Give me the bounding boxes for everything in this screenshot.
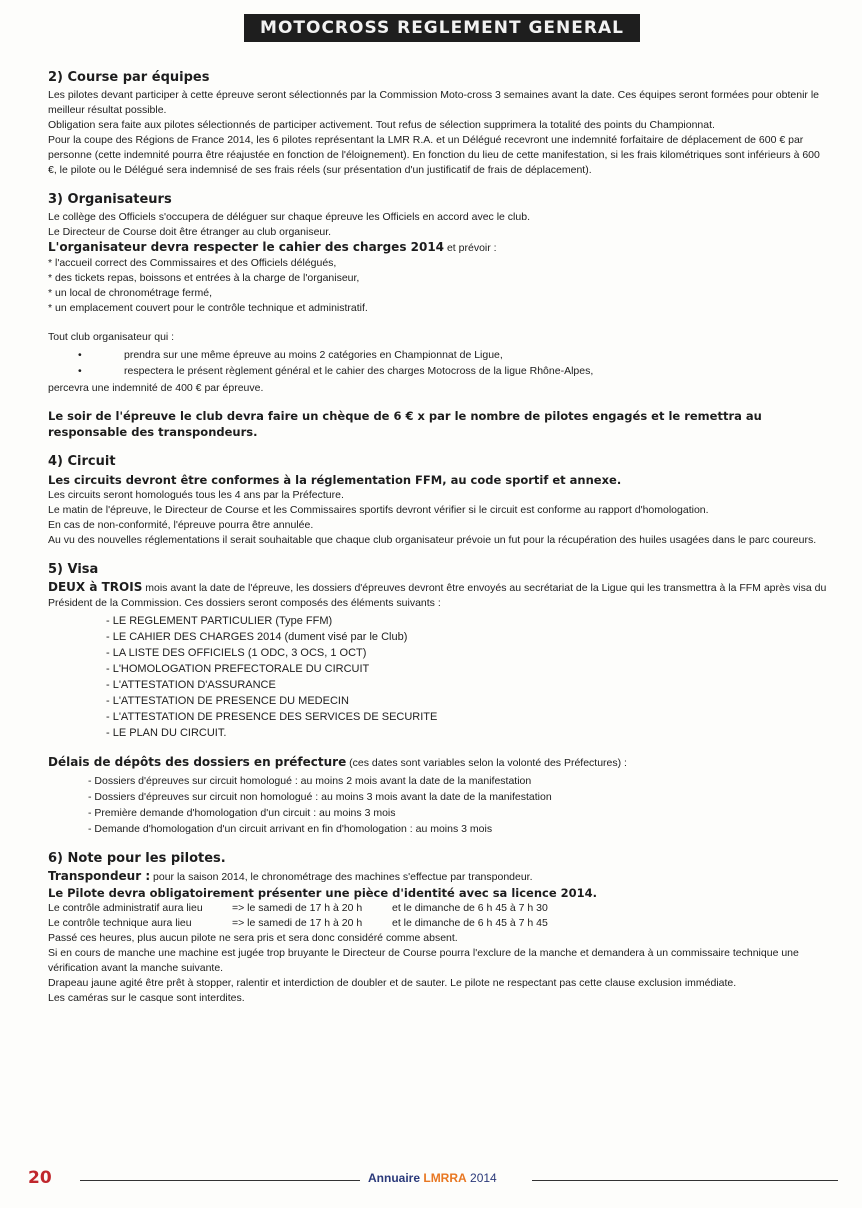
paragraph: Obligation sera faite aux pilotes sélectionnés de participer activement. Tout refus de sélection supprimera la totalité des points du Championnat.	[48, 119, 715, 131]
paragraph: Le matin de l'épreuve, le Directeur de Course et les Commissaires sportifs devront vérifier si le circuit est conforme au rapport d'homologation.	[48, 504, 709, 516]
table-cell: Le contrôle administratif aura lieu	[48, 902, 203, 914]
bullet-icon: •	[78, 365, 82, 377]
controle-times	[48, 901, 548, 931]
table-cell: et le dimanche de 6 h 45 à 7 h 30	[392, 902, 548, 914]
section-title: 3) Organisateurs	[48, 192, 172, 207]
list-item: - LE PLAN DU CIRCUIT.	[106, 727, 227, 739]
list-item: - LA LISTE DES OFFICIELS (1 ODC, 3 OCS, 1 OCT)	[106, 647, 367, 659]
list-item	[48, 363, 828, 379]
list-item: - Dossiers d'épreuves sur circuit non homologué : au moins 3 mois avant la date de la manifestation	[88, 791, 552, 803]
paragraph: percevra une indemnité de 400 € par épreuve.	[48, 382, 264, 394]
bullet-list	[48, 347, 828, 379]
bold-statement: Les circuits devront être conformes à la réglementation FFM, au code sportif et annexe.	[48, 473, 622, 487]
star-item: * un local de chronométrage fermé,	[48, 287, 213, 299]
table-row	[48, 901, 548, 916]
list-item: - Dossiers d'épreuves sur circuit homologué : au moins 2 mois avant la date de la manifestation	[88, 775, 532, 787]
footer-annuaire: Annuaire	[368, 1171, 421, 1185]
footer-rule	[532, 1180, 838, 1181]
table-cell: Le contrôle technique aura lieu	[48, 917, 192, 929]
star-item: * un emplacement couvert pour le contrôle technique et administratif.	[48, 302, 368, 314]
footer-year: 2014	[470, 1171, 497, 1185]
page-number: 20	[28, 1168, 52, 1188]
section-organisateurs	[48, 192, 828, 440]
cheque-notice: Le soir de l'épreuve le club devra faire un chèque de 6 € x par le nombre de pilotes engagés et le remettra au responsable des transpondeurs.	[48, 409, 762, 439]
paragraph: En cas de non-conformité, l'épreuve pourra être annulée.	[48, 519, 314, 531]
paragraph: Les caméras sur le casque sont interdites.	[48, 992, 245, 1004]
star-item: * l'accueil correct des Commissaires et des Officiels délégués,	[48, 257, 337, 269]
paragraph: Pour la coupe des Régions de France 2014, les 6 pilotes représentant la LMR R.A. et un Délégué recevront une indemnité forfaitaire de déplacement de 600 € par personne (cette indemnité pourra être réajustée en fonction de l'éloignement). En fonction du lieu de cette manifestation, si les frais kilométriques sont inférieurs à 600 €, le pilote ou le Délégué sera indemnisé de ses frais réels (sur présentation d'un justificatif de frais de déplacement).	[48, 134, 820, 176]
section-title: 5) Visa	[48, 562, 99, 577]
section-title: 4) Circuit	[48, 454, 116, 469]
paragraph: Le collège des Officiels s'occupera de déléguer sur chaque épreuve les Officiels en accord avec le club.	[48, 211, 530, 223]
bold-text: Délais de dépôts des dossiers en préfecture	[48, 755, 347, 769]
page-footer	[24, 1168, 838, 1192]
list-item: - Demande d'homologation d'un circuit arrivant en fin d'homologation : au moins 3 mois	[88, 823, 493, 835]
paragraph: Tout club organisateur qui :	[48, 331, 175, 343]
list-item: - L'ATTESTATION DE PRESENCE DES SERVICES DE SECURITE	[106, 711, 438, 723]
text: et prévoir :	[444, 242, 497, 254]
list-item: - Première demande d'homologation d'un circuit : au moins 3 mois	[88, 807, 396, 819]
section-title: 6) Note pour les pilotes.	[48, 851, 226, 866]
list-item: - L'HOMOLOGATION PREFECTORALE DU CIRCUIT	[106, 663, 370, 675]
paragraph	[48, 240, 828, 256]
list-item	[48, 347, 828, 363]
footer-publication	[368, 1171, 497, 1185]
paragraph	[48, 755, 828, 771]
paragraph	[48, 869, 828, 885]
bold-statement: Le Pilote devra obligatoirement présenter une pièce d'identité avec sa licence 2014.	[48, 886, 597, 900]
page-header-title: MOTOCROSS REGLEMENT GENERAL	[260, 18, 624, 38]
bold-text: L'organisateur devra respecter le cahier des charges 2014	[48, 240, 445, 254]
bold-text: DEUX à TROIS	[48, 580, 143, 594]
bold-text: Transpondeur :	[48, 869, 151, 883]
section-note-pilotes	[48, 851, 828, 1006]
text: (ces dates sont variables selon la volonté des Préfectures) :	[346, 757, 627, 769]
delais-list	[88, 773, 828, 837]
list-item-text: respectera le présent règlement général et le cahier des charges Motocross de la ligue Rhône-Alpes,	[124, 365, 594, 377]
document-body	[48, 70, 828, 1020]
star-item: * des tickets repas, boissons et entrées à la charge de l'organiseur,	[48, 272, 360, 284]
bullet-icon: •	[78, 349, 82, 361]
paragraph: Les pilotes devant participer à cette épreuve seront sélectionnés par la Commission Moto-cross 3 semaines avant la date. Ces équipes seront formées pour obtenir le meilleur résultat possible.	[48, 89, 819, 116]
paragraph: Drapeau jaune agité être prêt à stopper, ralentir et interdiction de doubler et de sauter. Le pilote ne respectant pas cette clause exclusion immédiate.	[48, 977, 737, 989]
list-item: - LE CAHIER DES CHARGES 2014 (dument visé par le Club)	[106, 631, 408, 643]
paragraph: Passé ces heures, plus aucun pilote ne sera pris et sera donc considéré comme absent.	[48, 932, 458, 944]
list-item-text: prendra sur une même épreuve au moins 2 catégories en Championnat de Ligue,	[124, 349, 503, 361]
paragraph: Le Directeur de Course doit être étranger au club organiseur.	[48, 226, 332, 238]
section-visa	[48, 562, 828, 837]
list-item: - LE REGLEMENT PARTICULIER (Type FFM)	[106, 615, 333, 627]
paragraph: Si en cours de manche une machine est jugée trop bruyante le Directeur de Course pourra l'exclure de la manche et demandera à un commissaire technique une vérification avant la manche suivante.	[48, 947, 799, 974]
table-cell: => le samedi de 17 h à 20 h	[232, 917, 363, 929]
paragraph	[48, 580, 828, 611]
table-cell: => le samedi de 17 h à 20 h	[232, 902, 363, 914]
table-cell: et le dimanche de 6 h 45 à 7 h 45	[392, 917, 548, 929]
section-course-par-equipes	[48, 70, 828, 178]
section-title: 2) Course par équipes	[48, 70, 210, 85]
list-item: - L'ATTESTATION DE PRESENCE DU MEDECIN	[106, 695, 349, 707]
section-circuit	[48, 454, 828, 548]
paragraph: Les circuits seront homologués tous les 4 ans par la Préfecture.	[48, 489, 344, 501]
text: pour la saison 2014, le chronométrage des machines s'effectue par transpondeur.	[150, 871, 533, 883]
paragraph: Au vu des nouvelles réglementations il serait souhaitable que chaque club organisateur prévoie un fut pour la récupération des huiles usagées dans le parc coureurs.	[48, 534, 817, 546]
page-header-band	[244, 14, 640, 42]
text: mois avant la date de l'épreuve, les dossiers d'épreuves devront être envoyés au secrétariat de la Ligue qui les transmettra à la FFM après visa du Président de la Commission. Ces dossiers seront composés des éléments suivants :	[48, 582, 827, 609]
dossier-items	[106, 613, 828, 741]
list-item: - L'ATTESTATION D'ASSURANCE	[106, 679, 276, 691]
table-row	[48, 916, 548, 931]
footer-rule	[80, 1180, 360, 1181]
footer-lmrra: LMRRA	[423, 1171, 467, 1185]
